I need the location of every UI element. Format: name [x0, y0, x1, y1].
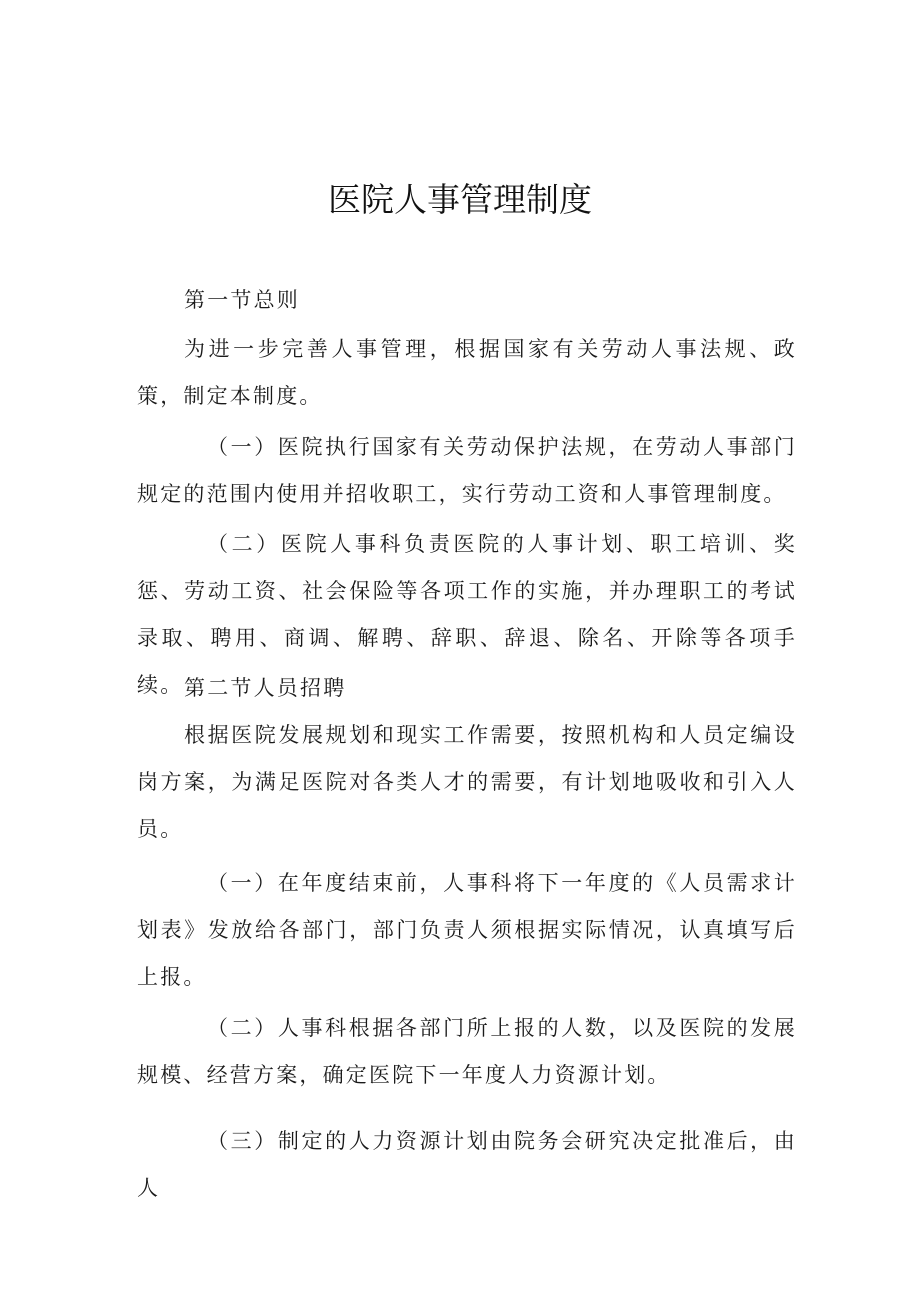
section-intro: 根据医院发展规划和现实工作需要，按照机构和人员定编设岗方案，为满足医院对各类人才的需要，有计划地吸收和引入人员。 [137, 723, 797, 841]
section-2-item-2 [137, 1005, 797, 1099]
list-item: （三）制定的人力资源计划由院务会研究决定批准后，由人 [137, 1129, 797, 1200]
section-heading: 第二节人员招聘 [184, 676, 347, 700]
list-item: （二）医院人事科负责医院的人事计划、职工培训、奖惩、劳动工资、社会保险等各项工作的实施，并办理职工的考试录取、聘用、商调、解聘、辞职、辞退、除名、开除等各项手续。 [137, 532, 797, 697]
document-title: 医院人事管理制度 [328, 180, 592, 219]
section-2-item-1 [137, 860, 797, 1001]
section-1-item-1 [137, 424, 797, 518]
section-2-item-3 [137, 1118, 797, 1212]
section-2 [137, 665, 797, 853]
list-item: （一）医院执行国家有关劳动保护法规，在劳动人事部门规定的范围内使用并招收职工，实行劳动工资和人事管理制度。 [137, 435, 797, 506]
section-1 [137, 277, 797, 420]
section-heading: 第一节总则 [184, 288, 300, 312]
list-item: （二）人事科根据各部门所上报的人数，以及医院的发展规模、经营方案，确定医院下一年度人力资源计划。 [137, 1016, 797, 1087]
list-item: （一）在年度结束前，人事科将下一年度的《人员需求计划表》发放给各部门，部门负责人须根据实际情况，认真填写后上报。 [137, 871, 797, 989]
section-intro: 为进一步完善人事管理，根据国家有关劳动人事法规、政策，制定本制度。 [137, 337, 797, 408]
